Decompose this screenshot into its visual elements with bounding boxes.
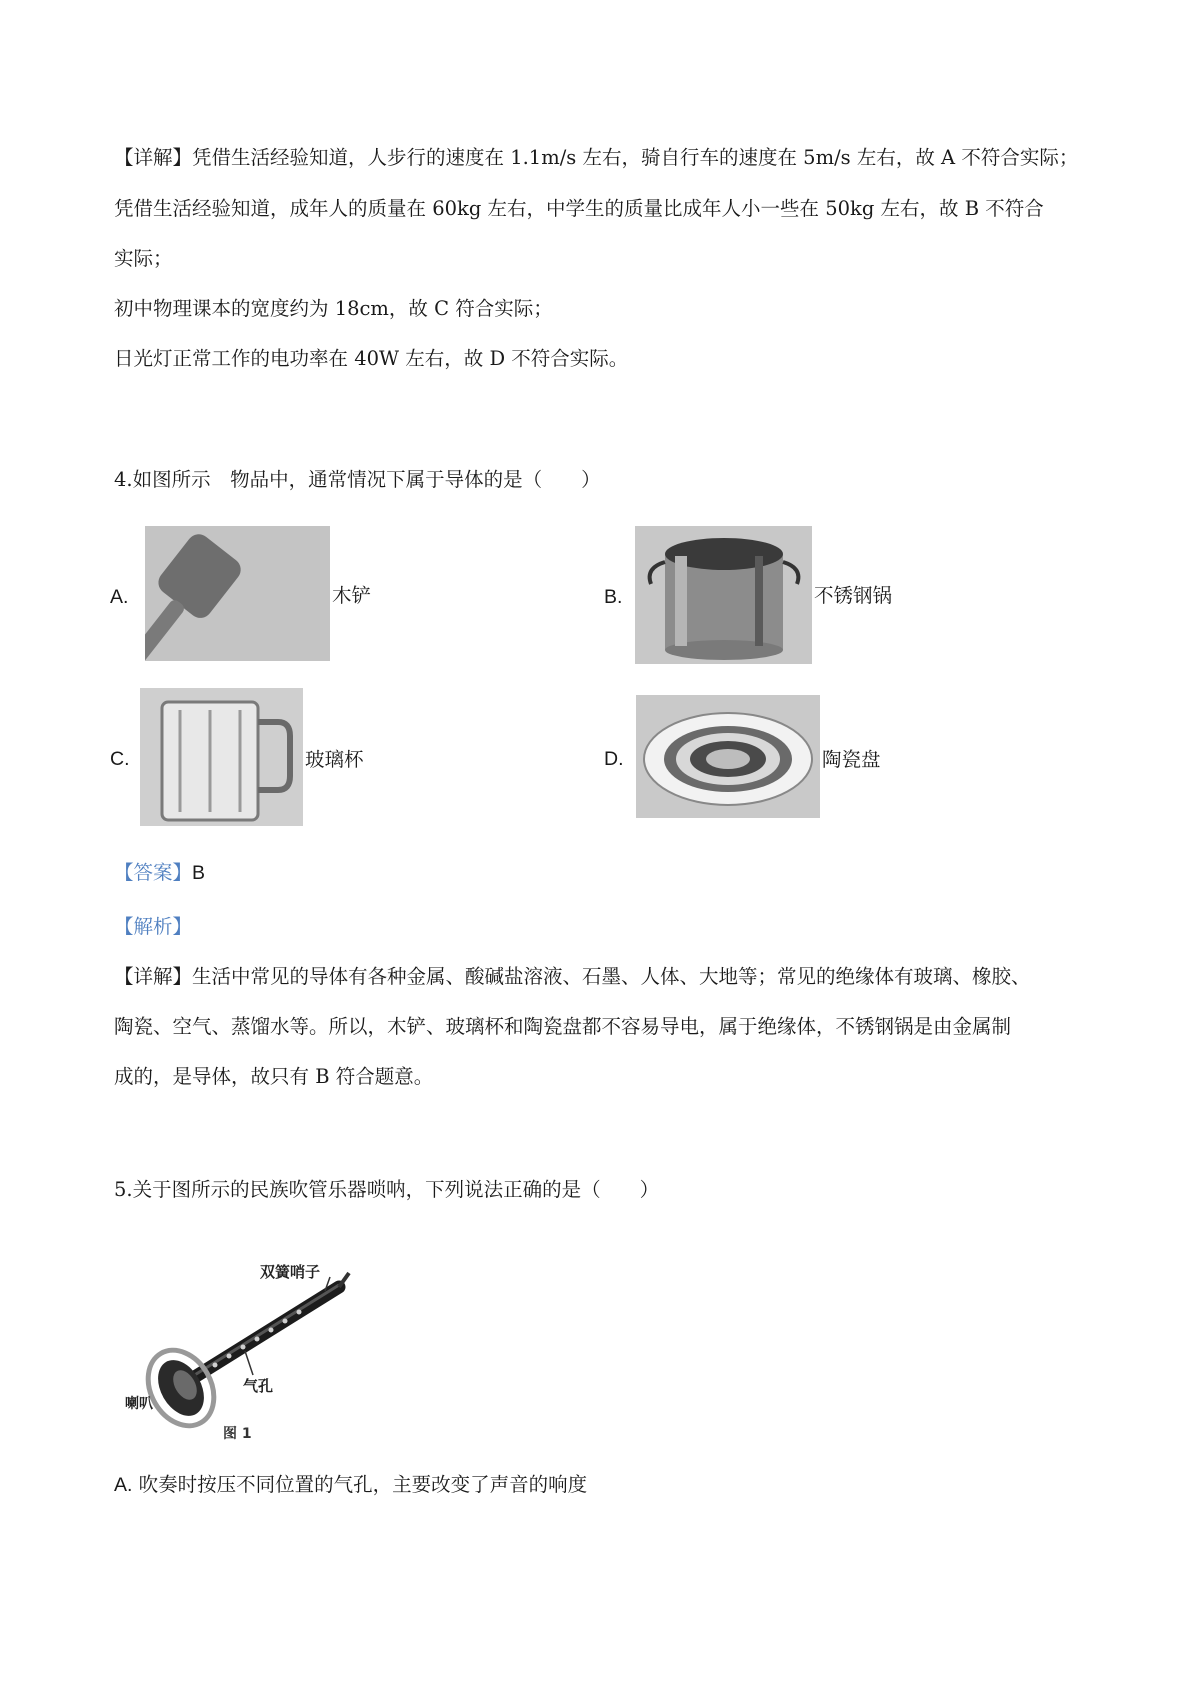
figure-caption: 图 1 — [223, 1426, 252, 1442]
q5-option-a-text: 吹奏时按压不同位置的气孔，主要改变了声音的响度 — [138, 1473, 588, 1496]
hole-label: 气孔 — [243, 1377, 274, 1395]
q4-analysis-tag: 【解析】 — [114, 915, 193, 938]
wooden-spatula-image — [145, 526, 330, 661]
q4-option-c-label: 玻璃杯 — [305, 748, 364, 771]
q5-option-a-letter: A. — [114, 1474, 133, 1496]
suona-figure — [125, 1255, 365, 1445]
q4-option-a-letter: A. — [110, 586, 129, 608]
detail-line-2: 凭借生活经验知道，成年人的质量在 60kg 左右，中学生的质量比成年人小一些在 50kg 左右，故 B 不符合 — [114, 197, 1044, 220]
q4-answer — [114, 863, 205, 884]
q4-detail-line-1: 【详解】生活中常见的导体有各种金属、酸碱盐溶液、石墨、人体、大地等；常见的绝缘体有玻璃、橡胶、 — [114, 965, 1031, 988]
q4-option-d-letter: D. — [604, 748, 624, 770]
answer-value: B — [192, 862, 206, 884]
detail-line-4: 初中物理课本的宽度约为 18cm，故 C 符合实际； — [114, 297, 553, 320]
q4-option-b-letter: B. — [604, 586, 623, 608]
q5-stem: 5.关于图所示的民族吹管乐器唢呐，下列说法正确的是（ ） — [114, 1178, 660, 1201]
steel-pot-image — [635, 526, 812, 664]
q4-option-a-label: 木铲 — [332, 584, 372, 607]
detail-line-3: 实际； — [114, 247, 173, 270]
q4-option-b-label: 不锈钢锅 — [814, 584, 893, 607]
q4-detail-line-3: 成的，是导体，故只有 B 符合题意。 — [114, 1065, 434, 1088]
q4-detail-line-2: 陶瓷、空气、蒸馏水等。所以，木铲、玻璃杯和陶瓷盘都不容易导电，属于绝缘体，不锈钢锅是由金属制 — [114, 1015, 1012, 1038]
q4-stem: 4.如图所示 物品中，通常情况下属于导体的是（ ） — [114, 468, 601, 491]
answer-tag: 【答案】 — [114, 861, 193, 884]
q4-option-c-letter: C. — [110, 748, 130, 770]
glass-mug-image — [140, 688, 303, 826]
bell-label: 喇叭 — [125, 1396, 153, 1412]
q4-option-d-label: 陶瓷盘 — [822, 748, 881, 771]
reed-label: 双簧哨子 — [260, 1263, 321, 1281]
ceramic-plate-image — [636, 695, 820, 818]
detail-line-1: 【详解】凭借生活经验知道，人步行的速度在 1.1m/s 左右，骑自行车的速度在 5m/s 左右，故 A 不符合实际； — [114, 146, 1079, 169]
q5-option-a — [114, 1475, 587, 1496]
detail-line-5: 日光灯正常工作的电功率在 40W 左右，故 D 不符合实际。 — [114, 347, 629, 370]
